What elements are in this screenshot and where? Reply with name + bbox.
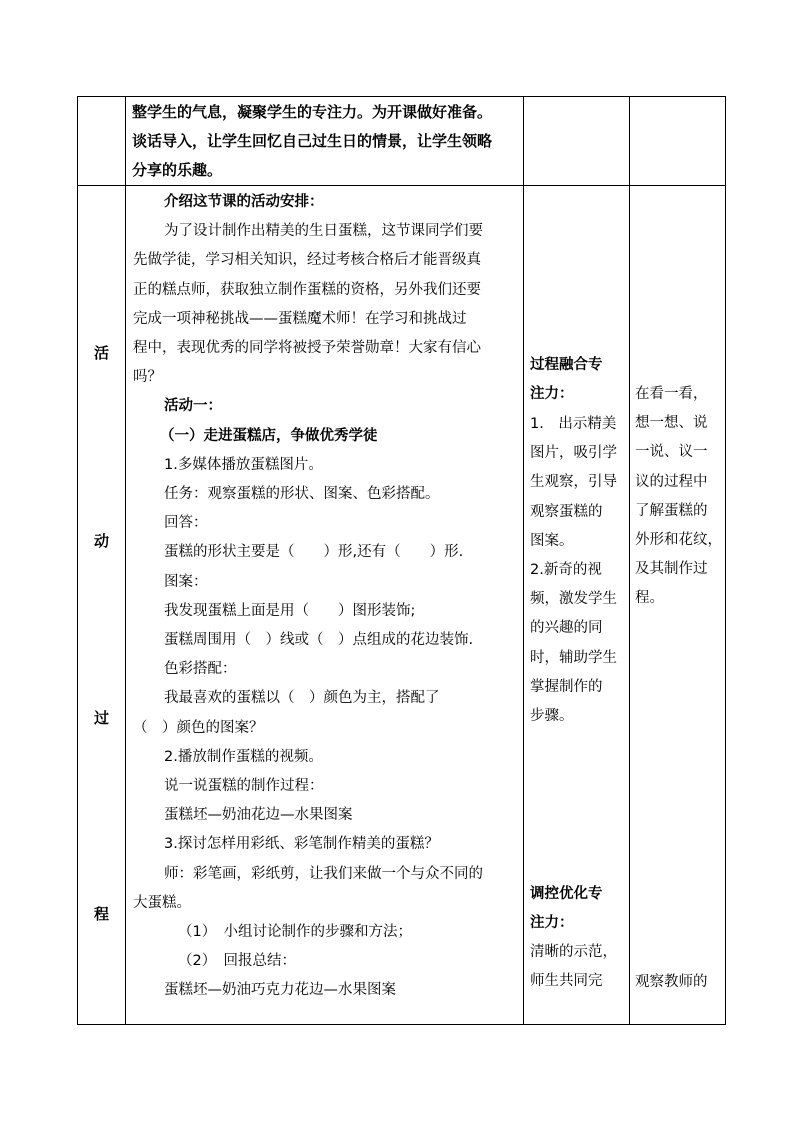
text-line: 的兴趣的同	[530, 620, 603, 637]
text-line: 在看一看，	[635, 386, 708, 402]
text-line: 观察教师的	[635, 974, 708, 990]
student-body	[635, 968, 724, 997]
text-line: 想一想、说	[635, 415, 708, 432]
text-line: 注力：	[530, 915, 574, 932]
lesson-plan-table	[77, 96, 726, 1025]
text-line: 调控优化专	[530, 886, 603, 902]
text-line: 先做学徒，学习相关知识，经过考核合格后才能晋级真	[133, 252, 481, 269]
text-line: 完成一项神秘挑战——蛋糕魔术师！在学习和挑战过	[133, 310, 467, 327]
stage-char: 动	[93, 532, 109, 550]
text-line: 说一说蛋糕的制作过程：	[164, 778, 324, 795]
text-line: 掌握制作的	[530, 678, 603, 695]
text-line: 图案。	[530, 532, 574, 549]
text-line: 注力：	[530, 386, 574, 403]
stage-char: 程	[93, 905, 109, 923]
student-cell	[630, 186, 726, 1025]
text-line: 清晰的示范，	[530, 944, 617, 960]
text-line: 了解蛋糕的	[635, 502, 708, 519]
text-line: （ ）颜色的图案？	[133, 719, 264, 736]
text-line: 正的糕点师，获取独立制作蛋糕的资格，另外我们还要	[133, 281, 481, 298]
text-line: 分享的乐趣。	[132, 161, 223, 179]
text-line: 色彩搭配：	[164, 661, 237, 678]
text-line: 1.多媒体播放蛋糕图片。	[164, 456, 323, 473]
text-line: 师：彩笔画，彩纸剪，让我们来做一个与众不同的	[164, 865, 483, 882]
text-line: 议的过程中	[635, 473, 708, 490]
text-line: 程。	[635, 590, 664, 607]
text-line: 蛋糕坯—奶油巧克力花边—水果图案	[164, 982, 396, 999]
text-line: 我发现蛋糕上面是用（ ）图形装饰;	[164, 602, 416, 619]
text-line: 3.探讨怎样用彩纸、彩笔制作精美的蛋糕？	[164, 836, 439, 853]
text-line: 1. 出示精美	[530, 416, 617, 432]
stage-cell	[78, 186, 126, 1025]
purpose-body	[530, 410, 627, 731]
table-row	[78, 97, 726, 186]
text-line: 外形和花纹，	[635, 532, 722, 549]
text-line: 师生共同完	[530, 973, 603, 990]
text-line: 2.新奇的视	[530, 562, 602, 579]
stage-char: 活	[93, 344, 109, 362]
text-line: 步骤。	[530, 708, 574, 725]
text-line: 2.播放制作蛋糕的视频。	[164, 748, 323, 765]
text-line: 回答：	[164, 515, 208, 532]
activity-cell	[126, 186, 524, 1025]
table-row	[78, 186, 726, 1025]
text-line: 蛋糕周围用（ ）线或（ ）点组成的花边装饰.	[164, 632, 474, 649]
text-line: 吗？	[133, 369, 162, 386]
purpose-heading	[530, 880, 627, 938]
text-line: 图案：	[164, 573, 208, 590]
section-heading: （一）走进蛋糕店，争做优秀学徒	[160, 427, 378, 444]
text-line: 谈话导入，让学生回忆自己过生日的情景，让学生领略	[132, 132, 493, 150]
text-line: 过程融合专	[530, 357, 603, 373]
activity-heading: 活动一：	[164, 398, 222, 415]
student-body	[635, 380, 724, 614]
text-line: 我最喜欢的蛋糕以（ ）颜色为主，搭配了	[164, 690, 440, 707]
stage-char: 过	[93, 709, 109, 727]
purpose-heading	[530, 351, 627, 409]
text-line: 图片，吸引学	[530, 445, 617, 462]
purpose-cell-empty	[524, 97, 630, 186]
purpose-body	[530, 938, 627, 996]
intro-heading: 介绍这节课的活动安排：	[164, 194, 324, 210]
text-line: 程中，表现优秀的同学将被授予荣誉勋章！大家有信心	[133, 340, 481, 357]
text-line: （1） 小组讨论制作的步骤和方法；	[178, 924, 412, 941]
text-line: （2） 回报总结：	[178, 953, 296, 970]
text-line: 蛋糕的形状主要是（ ）形,还有（ ）形.	[164, 544, 464, 561]
text-line: 生观察，引导	[530, 474, 617, 491]
student-cell-empty	[630, 97, 726, 186]
stage-cell-empty	[78, 97, 126, 186]
text-line: 一说、议一	[635, 444, 708, 461]
text-line: 大蛋糕。	[133, 894, 191, 911]
text-line: 频，激发学生	[530, 591, 617, 608]
text-line: 时，辅助学生	[530, 649, 617, 666]
text-line: 蛋糕坯—奶油花边—水果图案	[164, 807, 353, 824]
text-line: 观察蛋糕的	[530, 503, 603, 520]
intro-cell	[126, 97, 524, 186]
text-line: 及其制作过	[635, 561, 708, 578]
text-line: 为了设计制作出精美的生日蛋糕，这节课同学们要	[164, 223, 483, 240]
purpose-cell	[524, 186, 630, 1025]
text-line: 整学生的气息，凝聚学生的专注力。为开课做好准备。	[132, 103, 493, 121]
text-line: 任务：观察蛋糕的形状、图案、色彩搭配。	[164, 486, 440, 503]
